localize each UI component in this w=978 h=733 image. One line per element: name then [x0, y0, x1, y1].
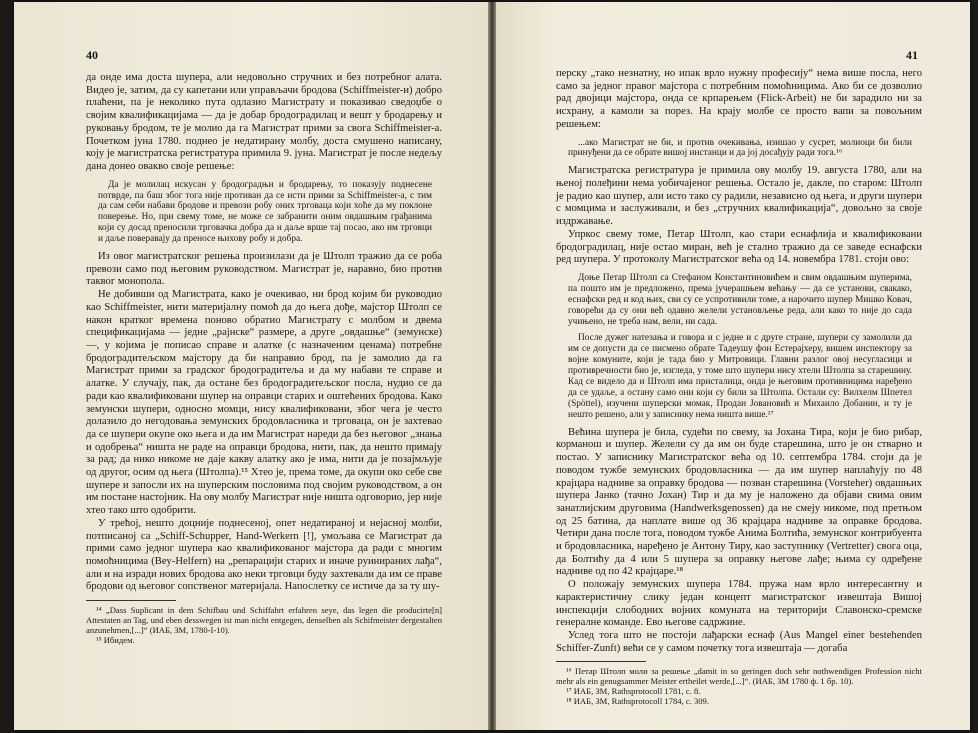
footnote-rule: [86, 600, 176, 601]
block-quote: Доње Петар Штолп са Стефаном Константиновићем и свим овдашњим шуперима, па пошто им је предложено, према јучерашњем већању — да се установи, свакако, еснафски ред и код њих, сви су се успротивили томе, а нарочито шупер Мишко Ковач, говорећи да су они већ одавно желели установљење реда, али како то није до сада учињено, не треба нам, вели, ни сада.: [568, 272, 912, 327]
block-quote: После дужег натезања и говора и с једне и с друге стране, шупери су замолили да им се допусти да се писмено обрате Тадеушу фон Естерајхеру, вишем инспектору за војне комуните, који је тада био у Митровици. Главни разлог овој несугласици и противречности био је, изгледа, у томе што шупери нису хтели Штолпа за старешину. Кад се видело да и Штолп има присталица, онда је његовим противницима наређено да се удаље, а остану само они који су били за Штолпа. Остали су: Вилхелм Шпетел (Spöttel), изучени шуперски момак, Продан Јовановић и Михаило Добанин, и ту је нешто решено, али у записнику нема ништа више.¹⁷: [568, 333, 912, 420]
block-quote: Да је молилац искусан у бродоградњи и бродарењу, то показују поднесене потврде, па баш због тога није противан да се исти прими за Schiffmeister-а, с тим да сам себи набави бродове и превози робу оних трговаца који хоће да му поклоне поверење. Но, при свему томе, не може се забранити оним овдашњим грађанима који су досад преносили трговачка добра да и даље врше тај посао, ако им трговци и даље поверавају да преносе њихову робу и добра.: [98, 179, 432, 245]
block-quote: ...ако Магистрат не би, и против очекивања, изишао у сусрет, молиоци би били принуђени да се обрате вишој инстанци и да јој досађују ради тога.¹⁶: [568, 137, 912, 159]
footnote: ¹⁴ „Dass Suplicant in dem Schifbau und Schiffahrt erfahren seye, das legen die producirte[n] Attestaten an Tag, und eben desswegen ist man nicht entgegen, denselben als Schifmeister dergestalten anzunehmen,[...]“ (ИАБ, ЗМ, 1780-I-10).: [86, 605, 442, 636]
footnote: ¹⁶ Петар Штолп моли за решење „damit in so geringen doch sehr nothwendigen Profession nicht mehr als ein genugsammer Meister ertheilet werde,[...]“. (ИАБ, ЗМ 1780 ф. 1 бр. 10).: [556, 666, 922, 687]
footnote: ¹⁵ Ибидем.: [96, 635, 135, 646]
paragraph: Упркос свему томе, Петар Штолп, као стари еснафлија и квалификовани бродоградилац, није остао миран, већ је стално тражио да се заведе еснафски ред шупера. У протоколу Магистратског већа од 14. новембра 1781. стоји ово:: [556, 228, 922, 266]
left-page-text: [86, 72, 442, 645]
paragraph: Не добивши од Магистрата, како је очекивао, ни брод којим би руководио као Schiffmeister, нити материјалну помоћ да до њега дође, мајстор Штолп се након кратког времена поново обратио Магистрату с молбом и двема спецификацијама — једне „рајнске“ размере, а друге „овдашње“ (земунске) —, у којима је пописао справе и алатке (с назначеним ценама) потребне бродоградитељском мајстору да би направио брод, па је замолио да га Магистрат прими за градског бродоградитеља и да му набави те справе и алатке. У случају, пак, да остане без бродоградитељског посла, нудио се да ради као квалификовани шупер на оправци старих и оштећених бродова. Како земунски шупери, односно момци, нису квалификовани, због чега је често долазило до негодовања земунских бродовласника и трговаца, он је захтевао да се шупери окупе око њега и да им Магистрат нареди да без његовог „знања и одобрења“ ништа не раде на оправци бродова, нити, пак, да нешто примају за рад; да нико никоме не даје какву алатку ако је има, нити да је позајмљује од другог, осим од њега (Штолпа).¹⁵ Хтео је, према томе, да окупи око себе све шупере и запосли их на шуперским пословима под својим руководством, а он им постане настојник. На ову молбу Магистрат није ништа одговорио, јер није хтео тако што одобрити.: [86, 289, 442, 517]
page-number-right: 41: [906, 48, 918, 62]
paragraph: Већина шупера је била, судећи по свему, за Јохана Тира, који је био рибар, корманош и шупер. Желели су да им он буде старешина, што је он стварно и постао. У записнику Магистратског већа од 10. септембра 1784. стоји да је поводом тужбе земунских бродовласника — да им шупер наплаћују по 48 крајцара надниве за оправку бродова — позван старешина (Vorsteher) овдашњих шупера Јанко (тачно Јохан) Тир и да му је наложено да објави свима овим занатлијским друговима (Handwerksgenossen) да не смеју никоме, под претњом од 25 батина, да наплате више од 36 крајцара надниве за оправке бродова. Четири дана после тога, поводом тужбе Анима Болтића, земунског контрибуента и бродовласника, наређено је Антону Тиру, као заступнику (Vertretter) свога оца, да Болтићу да 4 или 5 шупера за оправку његове лађе; њима су одређене надниве од по 42 крајцаре.¹⁸: [556, 426, 922, 578]
left-page: [14, 2, 488, 730]
paragraph: перску „тако незнатну, но ипак врло нужну професију“ нема више посла, него само за једног правог мајстора с потребним помоћницима. Ако би се дозволио рад двојици мајстора, онда се крпарењем (Flick-Arbeit) не би зарадило ни за исхрану, а камоли за порез. На крају молбе се просто вапи за повољним решењем:: [556, 68, 922, 130]
paragraph: да онде има доста шупера, али недовољно стручних и без потребног алата. Видео је, затим, да су капетани или управљачи бродова (Schiffmeister-и) добро плаћени, па је неколико пута одлазио Магистрату и показивао сведоџбе о својим квалификацијама — да је добар бродоградилац и вешт у бродарењу и руковању бродом, те је молио да га Магистрат прими за свога Schiffmeister-а. Почетком јуна 1780. поднео је недатирану молбу, доста смушено написану, коју је магистратска регистратура примила 9. јуна. Магистрат је после недељу дана донео овакво своје решење:: [86, 72, 442, 172]
book-gutter: [488, 2, 496, 730]
right-page: [496, 2, 970, 730]
book-spread: [14, 2, 970, 730]
paragraph: Магистратска регистратура је примила ову молбу 19. августа 1780, али на њеној полеђини нема уобичајеног решења. Остало је, дакле, по старом: Штолп је радио као шупер, али исто тако су радили, независно од њега, и други шупери с момцима и заслуживали, и без „стручних квалификација“, довољно за своје издржавање.: [556, 165, 922, 228]
right-page-text: [556, 68, 922, 706]
footnote: ¹⁷ ИАБ, ЗМ, Rathsprotocoll 1781, с. 8.: [566, 686, 701, 697]
paragraph: Услед тога што не постоји лађарски еснаф (Aus Mangel einer bestehenden Schiffer-Zunft) већи се у самом почетку тога извештаја — догаба: [556, 629, 922, 654]
paragraph: О положају земунских шупера 1784. пружа нам врло интересантну и карактеристичну слику један концепт магистратског извештаја Вишој инспекцији слободних војних комуната на територији Славонско-сремске генералне команде. Ево његове садржине.: [556, 579, 922, 629]
footnote: ¹⁸ ИАБ, ЗМ, Rathsprotocoll 1784, с. 309.: [566, 696, 709, 707]
footnote-rule: [556, 661, 646, 662]
paragraph: У трећој, нешто доцније поднесеној, опет недатираној и нејасној молби, потписаној са „Schiff-Schupper, Hand-Werkern [!], умољава се Магистрат да прими само једног шупера као квалификованог мајстора да ради с многим помоћницима (Bey-Helfern) на „репарацији старих и иначе руинираних лађа“, али и на изради нових бродова ако неки трговци буду захтевали да им се праве бродови од његовог сопственог материјала. Напослетку се истиче да за ту шу-: [86, 517, 442, 593]
page-number-left: 40: [86, 48, 98, 62]
paragraph: Из овог магистратског решења произилази да је Штолп тражио да се роба превози само под његовим руководством. Магистрат је, наравно, био против таквог монопола.: [86, 251, 442, 288]
